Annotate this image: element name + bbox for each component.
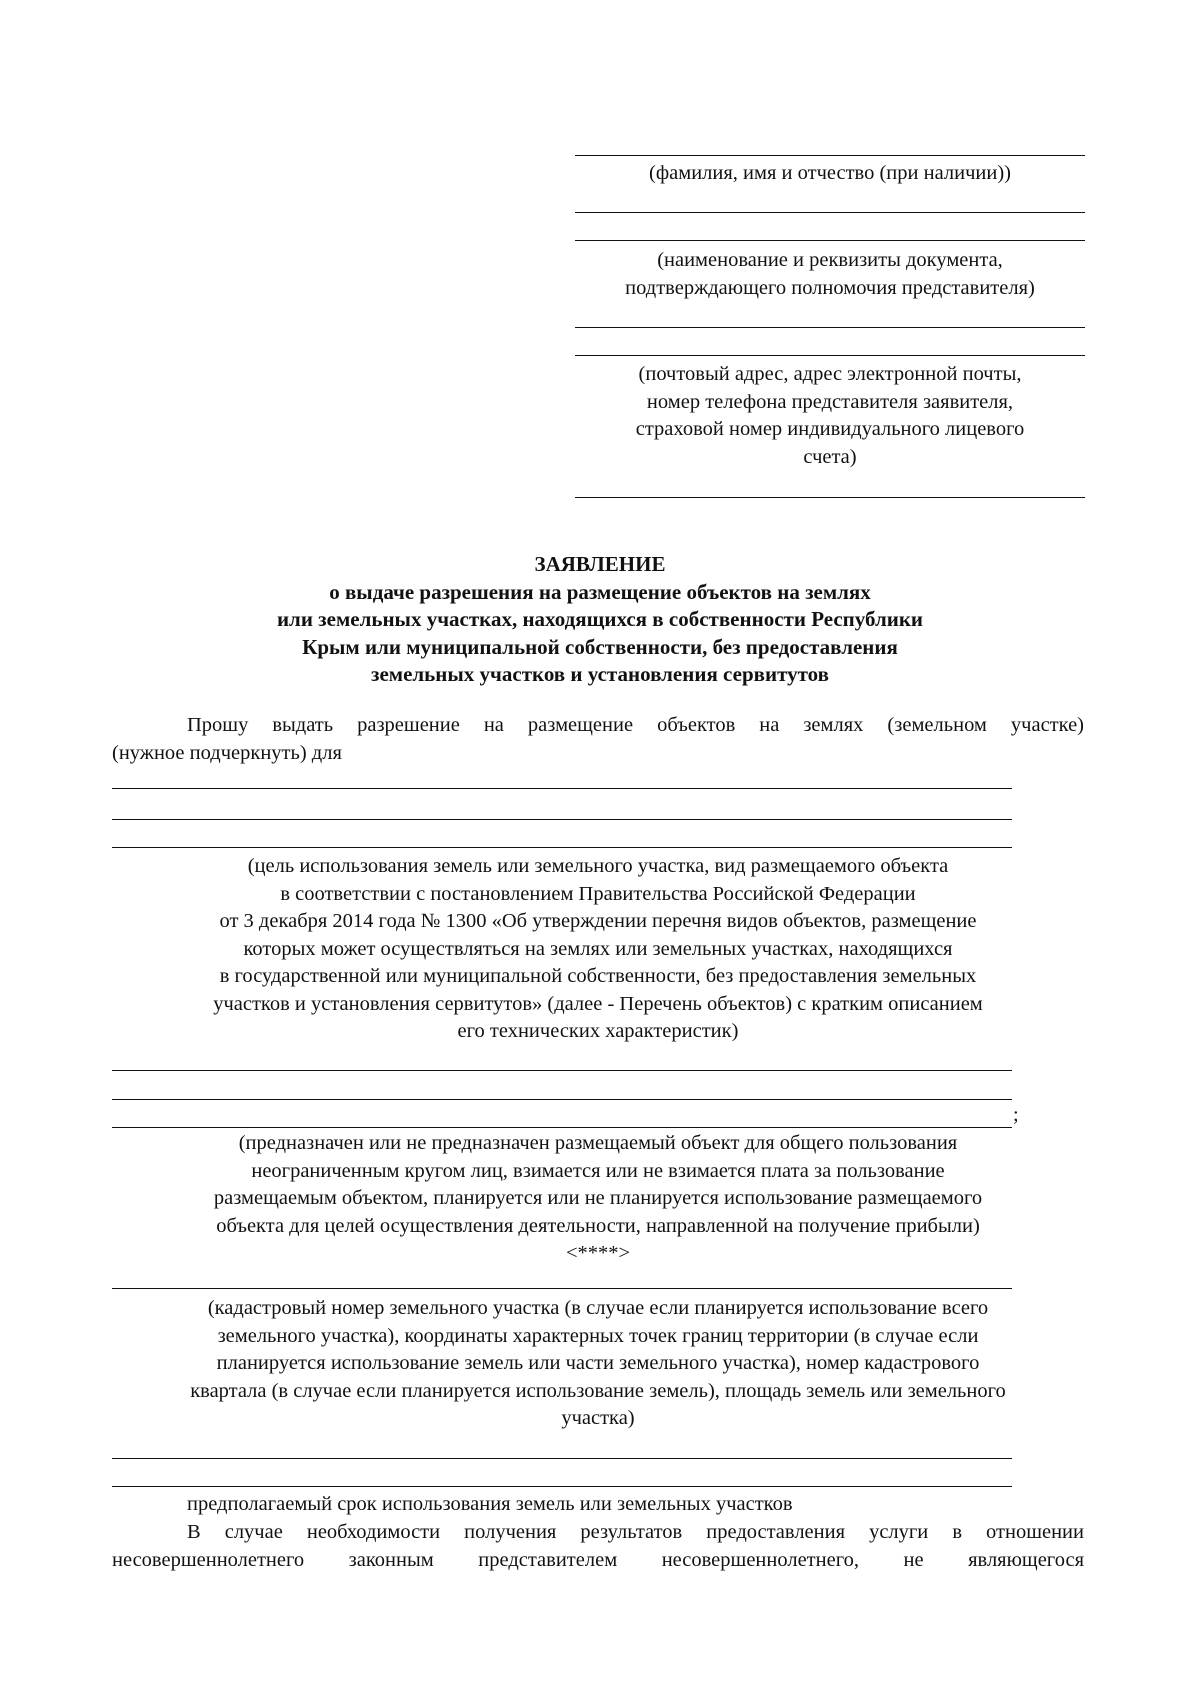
intro-line-1: Прошу выдать разрешение на размещение объектов на землях (земельном участке) bbox=[187, 714, 1084, 736]
purpose-line-3[interactable] bbox=[112, 847, 1012, 848]
public-use-line-2[interactable] bbox=[112, 1099, 1012, 1100]
name-field-caption: (фамилия, имя и отчество (при наличии)) bbox=[649, 162, 1011, 184]
contacts-field-line[interactable] bbox=[575, 355, 1085, 356]
title-heading: ЗАЯВЛЕНИЕ bbox=[534, 552, 666, 576]
cadastral-line[interactable] bbox=[112, 1288, 1012, 1289]
document-field-caption: (наименование и реквизиты документа, подтверждающего полномочия представителя) bbox=[625, 249, 1035, 299]
semicolon-mark: ; bbox=[1013, 1104, 1019, 1126]
purpose-line-1[interactable] bbox=[112, 788, 1012, 789]
contacts-field-line-2[interactable] bbox=[575, 497, 1085, 498]
document-title: ЗАЯВЛЕНИЕ о выдаче разрешения на размещение объектов на землях или земельных участках, находящихся в собственности Республики Крым или муниципальной собственности, без предоставления земельных участков и установления сервитутов bbox=[0, 551, 1200, 689]
name-field-line[interactable] bbox=[575, 155, 1085, 156]
minor-line-1: В случае необходимости получения результатов предоставления услуги в отношении bbox=[187, 1521, 1084, 1543]
minor-line-2: несовершеннолетнего законным представителем несовершеннолетнего, не являющегося bbox=[112, 1549, 1084, 1571]
purpose-line-2[interactable] bbox=[112, 819, 1012, 820]
public-use-line-3[interactable] bbox=[112, 1127, 1012, 1128]
document-field-line[interactable] bbox=[575, 240, 1085, 241]
name-field-line-2[interactable] bbox=[575, 212, 1085, 213]
term-line-2[interactable] bbox=[112, 1486, 1012, 1487]
term-line-1[interactable] bbox=[112, 1458, 1012, 1459]
public-use-caption: (предназначен или не предназначен размещаемый объект для общего пользования неограниченным кругом лиц, взимается или не взимается плата за пользование размещаемым объектом, планируется или не планируется использование размещаемого объекта для целей осуществления деятельности, направленной на получение прибыли) <****> bbox=[213, 1132, 983, 1264]
contacts-field-caption: (почтовый адрес, адрес электронной почты, номер телефона представителя заявителя, страховой номер индивидуального лицевого счета) bbox=[635, 363, 1025, 468]
term-caption: предполагаемый срок использования земель или земельных участков bbox=[187, 1493, 793, 1515]
cadastral-caption: (кадастровый номер земельного участка (в случае если планируется использование всего земельного участка), координаты характерных точек границ территории (в случае если планируется использование земель или части земельного участка), номер кадастрового квартала (в случае если планируется использование земель), площадь земель или земельного участка) bbox=[190, 1297, 1006, 1429]
purpose-caption: (цель использования земель или земельного участка, вид размещаемого объекта в соответствии с постановлением Правительства Российской Федерации от 3 декабря 2014 года № 1300 «Об утверждении перечня видов объектов, размещение которых может осуществляться на землях или земельных участках, находящихся в государственной или муниципальной собственности, без предоставления земельных участков и установления сервитутов» (далее - Перечень объектов) с кратким описанием его технических характеристик) bbox=[213, 855, 983, 1042]
public-use-line-1[interactable] bbox=[112, 1070, 1012, 1071]
document-field-line-2[interactable] bbox=[575, 327, 1085, 328]
intro-line-2: (нужное подчеркнуть) для bbox=[112, 742, 342, 764]
